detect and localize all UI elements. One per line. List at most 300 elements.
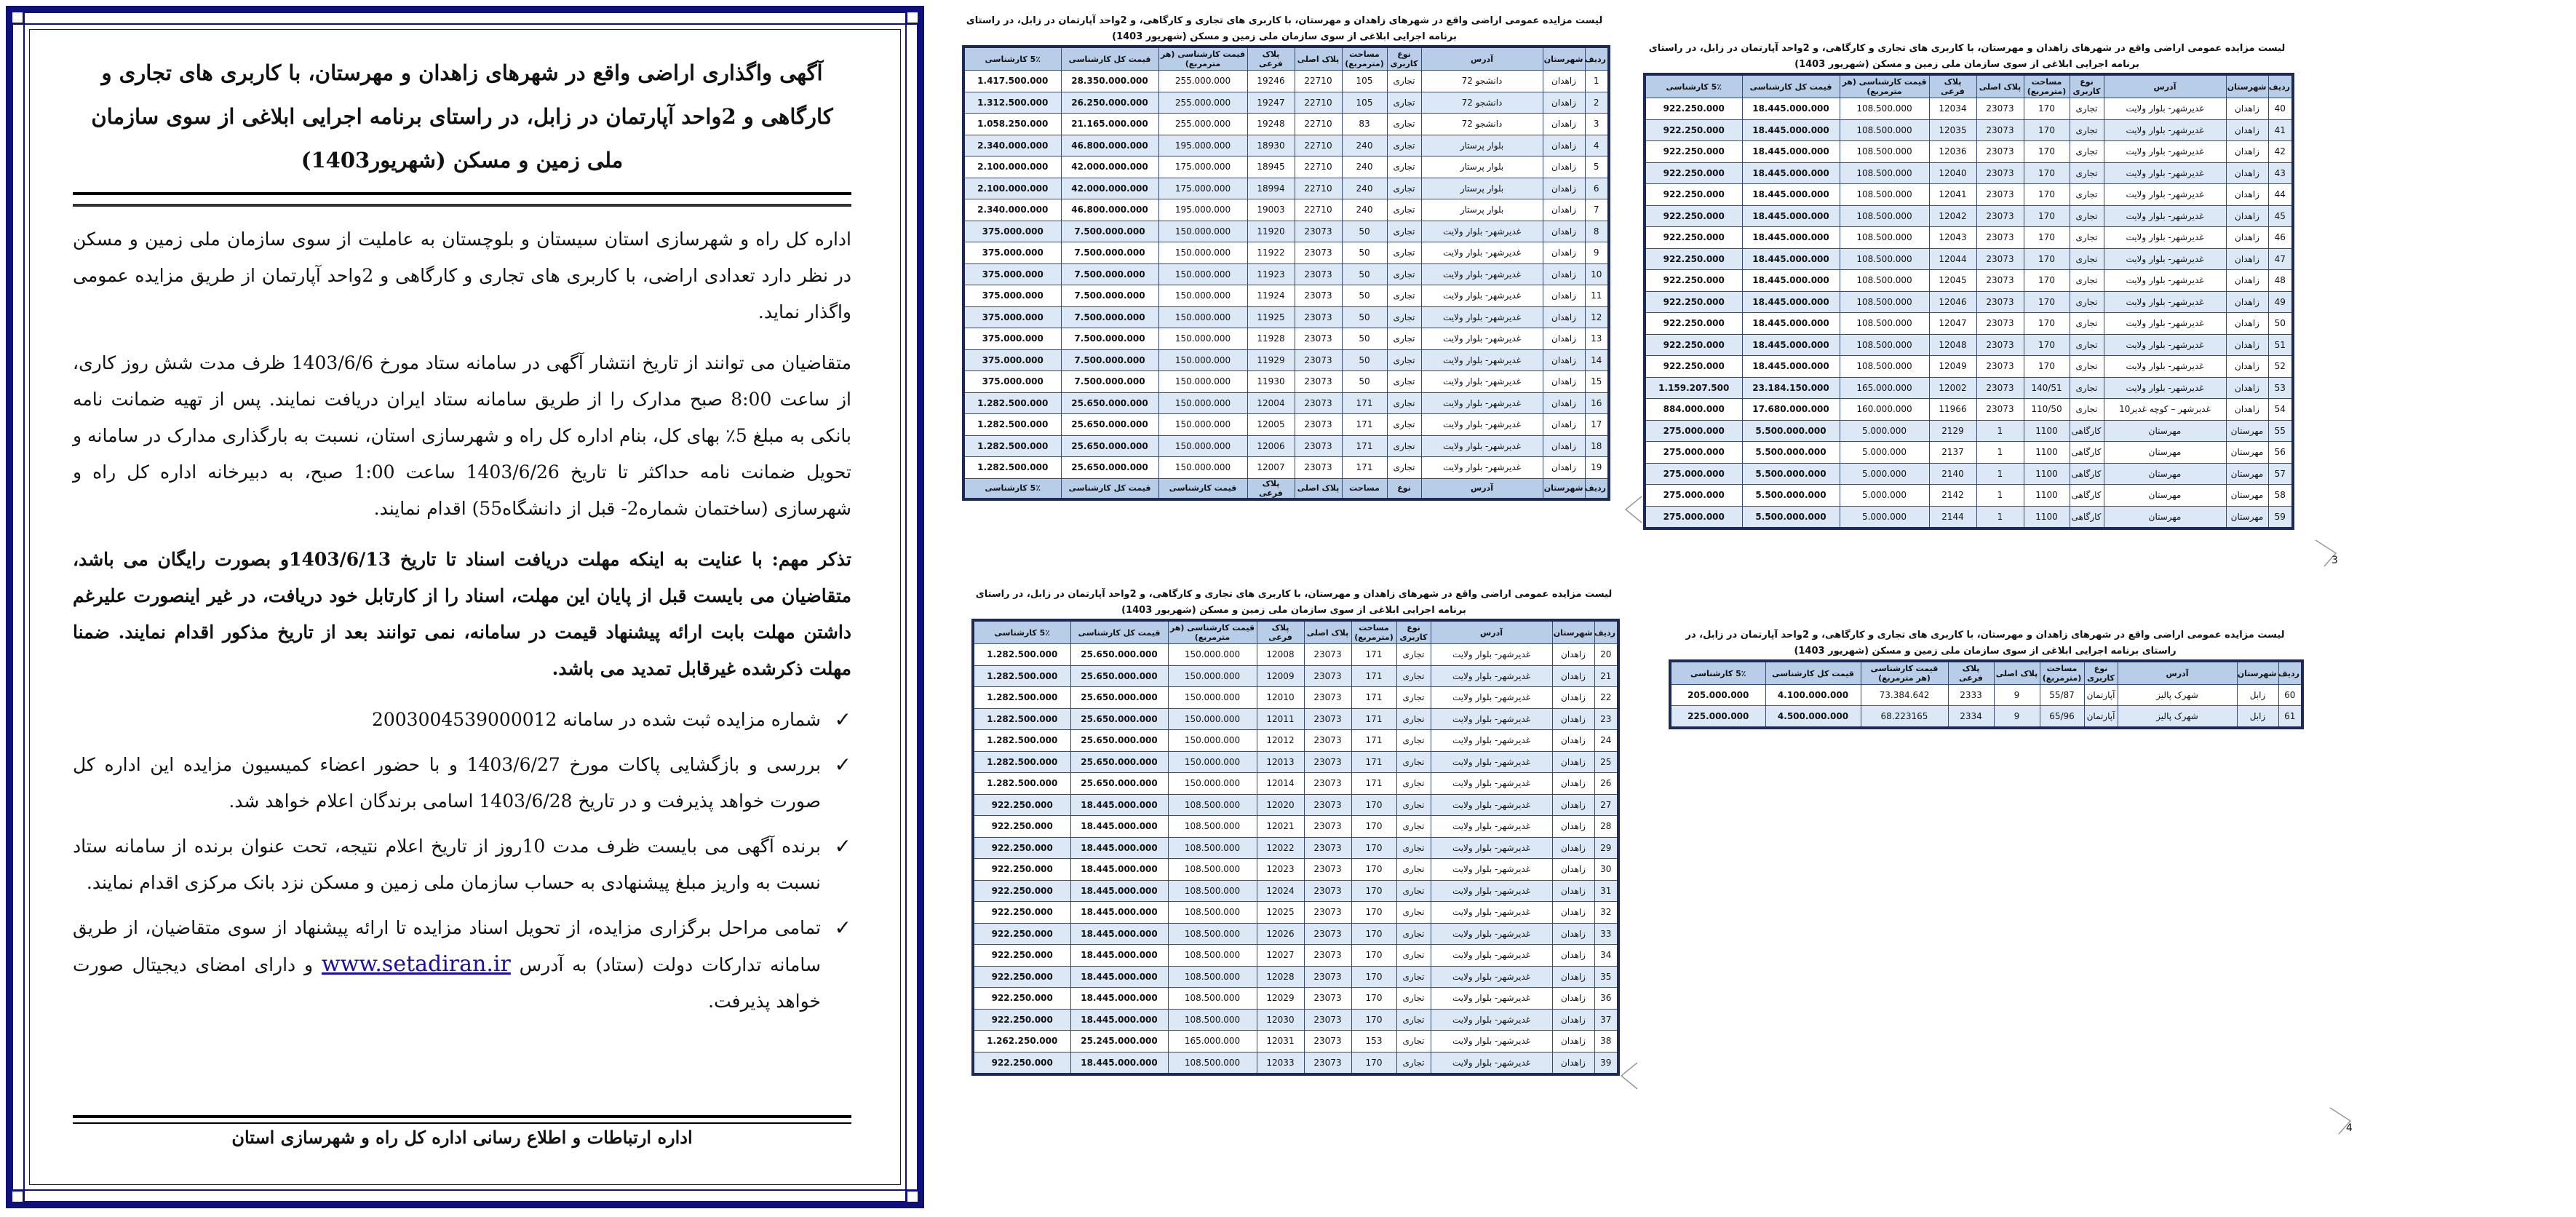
cell-city: زاهدان — [1552, 816, 1594, 838]
cell-city: زاهدان — [2226, 377, 2268, 399]
footer-header-sub-plot: پلاک فرعی — [1247, 478, 1295, 499]
cell-row-number: 61 — [2278, 706, 2302, 729]
cell-sub-plot: 19003 — [1247, 199, 1295, 221]
cell-address: بلوار پرستار — [1421, 156, 1543, 178]
cell-total-price: 18.445.000.000 — [1070, 859, 1168, 881]
cell-usage: تجاری — [1387, 349, 1421, 371]
cell-five-percent: 275.000.000 — [1645, 442, 1742, 464]
cell-row-number: 22 — [1594, 687, 1618, 709]
cell-area: 105 — [1342, 71, 1387, 92]
cell-unit-price: 108.500.000 — [1168, 988, 1257, 1010]
cell-address: دانشجو 72 — [1421, 114, 1543, 135]
cell-address: غدیرشهر- بلوار ولایت — [2104, 98, 2226, 120]
cell-five-percent: 922.250.000 — [973, 966, 1070, 988]
cell-unit-price: 108.500.000 — [1840, 248, 1929, 270]
cell-total-price: 7.500.000.000 — [1061, 371, 1158, 393]
cell-usage: تجاری — [1396, 966, 1431, 988]
cell-address: غدیرشهر- بلوار ولایت — [1421, 435, 1543, 457]
column-header-unit-price: قیمت کارشناسی (هر مترمربع) — [1840, 74, 1929, 98]
cell-total-price: 25.650.000.000 — [1070, 665, 1168, 687]
frame-corner — [10, 10, 25, 25]
cell-sub-plot: 12045 — [1929, 270, 1976, 292]
cell-total-price: 18.445.000.000 — [1070, 945, 1168, 967]
cell-city: زاهدان — [2226, 141, 2268, 163]
cell-total-price: 25.650.000.000 — [1070, 751, 1168, 773]
table-row — [973, 1031, 1618, 1053]
cell-total-price: 18.445.000.000 — [1742, 356, 1840, 378]
cell-city: مهرستان — [2226, 506, 2268, 528]
table-row — [1645, 334, 2293, 356]
cell-unit-price: 108.500.000 — [1168, 923, 1257, 945]
listing-table-block-1 — [962, 13, 1607, 501]
table-title: لیست مزایده عمومی اراضی واقع در شهرهای زاهدان و مهرستان، با کاربری های تجاری و کارگاهی، و 2واحد آپارتمان در زابل، در راستای برنامه اجرایی ابلاغی از سوی سازمان ملی زمین و مسکن (شهریور 1403) — [975, 589, 1613, 616]
cell-main-plot: 9 — [1994, 706, 2040, 729]
cell-city: زاهدان — [1543, 435, 1585, 457]
cell-main-plot: 23073 — [1304, 687, 1351, 709]
cell-row-number: 48 — [2268, 270, 2293, 292]
cell-sub-plot: 12020 — [1257, 794, 1304, 816]
cell-five-percent: 1.282.500.000 — [973, 751, 1070, 773]
cell-total-price: 25.650.000.000 — [1070, 687, 1168, 709]
cell-address: غدیرشهر- بلوار ولایت — [1421, 242, 1543, 264]
cell-address: غدیرشهر- بلوار ولایت — [2104, 141, 2226, 163]
cell-row-number: 31 — [1594, 880, 1618, 902]
cell-city: زاهدان — [2226, 119, 2268, 141]
cell-unit-price: 175.000.000 — [1158, 178, 1247, 199]
cell-city: زابل — [2237, 685, 2278, 706]
cell-five-percent: 1.282.500.000 — [963, 435, 1061, 457]
cell-main-plot: 22710 — [1295, 156, 1342, 178]
cell-unit-price: 195.000.000 — [1158, 135, 1247, 156]
cell-main-plot: 23073 — [1304, 816, 1351, 838]
cell-address: غدیرشهر- بلوار ولایت — [1431, 902, 1552, 924]
cell-unit-price: 150.000.000 — [1158, 242, 1247, 264]
cell-total-price: 18.445.000.000 — [1742, 162, 1840, 184]
listing-table-2 — [971, 619, 1620, 1076]
cell-address: بلوار پرستار — [1421, 199, 1543, 221]
cell-total-price: 5.500.000.000 — [1742, 485, 1840, 507]
column-header-sub-plot: پلاک فرعی — [1929, 74, 1976, 98]
cell-sub-plot: 12040 — [1929, 162, 1976, 184]
cell-address: بلوار پرستار — [1421, 135, 1543, 156]
cell-address: مهرستان — [2104, 463, 2226, 485]
cell-address: دانشجو 72 — [1421, 71, 1543, 92]
column-header-city: شهرستان — [1543, 47, 1585, 71]
cell-usage: تجاری — [1387, 242, 1421, 264]
setadiran-link[interactable]: www.setadiran.ir — [321, 951, 511, 977]
cell-area: 170 — [1351, 837, 1396, 859]
cell-city: زاهدان — [2226, 227, 2268, 249]
cell-five-percent: 922.250.000 — [973, 945, 1070, 967]
table-row — [1645, 356, 2293, 378]
cell-main-plot: 23073 — [1304, 902, 1351, 924]
cell-area: 170 — [1351, 945, 1396, 967]
cell-sub-plot: 12014 — [1257, 773, 1304, 795]
cell-address: غدیرشهر- بلوار ولایت — [1431, 1031, 1552, 1053]
cell-row-number: 26 — [1594, 773, 1618, 795]
cell-five-percent: 922.250.000 — [1645, 98, 1742, 120]
cell-area: 170 — [2024, 119, 2070, 141]
cell-total-price: 18.445.000.000 — [1742, 334, 1840, 356]
cell-address: غدیرشهر- بلوار ولایت — [1421, 457, 1543, 479]
table-header-row — [1670, 661, 2302, 685]
cell-main-plot: 23073 — [1304, 708, 1351, 730]
cell-unit-price: 108.500.000 — [1168, 794, 1257, 816]
cell-usage: تجاری — [2070, 119, 2104, 141]
cell-row-number: 56 — [2268, 442, 2293, 464]
cell-address: غدیرشهر- بلوار ولایت — [2104, 313, 2226, 335]
footer-header-city: شهرستان — [1543, 478, 1585, 499]
column-header-unit-price: قیمت کارشناسی (هر مترمربع) — [1158, 47, 1247, 71]
cell-five-percent: 922.250.000 — [973, 837, 1070, 859]
cell-five-percent: 1.282.500.000 — [963, 457, 1061, 479]
cell-city: زاهدان — [2226, 162, 2268, 184]
cell-city: زاهدان — [1552, 665, 1594, 687]
cell-sub-plot: 19247 — [1247, 92, 1295, 114]
cell-area: 153 — [1351, 1031, 1396, 1053]
cell-sub-plot: 12028 — [1257, 966, 1304, 988]
cell-main-plot: 23073 — [1295, 435, 1342, 457]
cell-main-plot: 22710 — [1295, 199, 1342, 221]
cell-row-number: 37 — [1594, 1009, 1618, 1031]
cell-five-percent: 922.250.000 — [1645, 184, 1742, 206]
cell-row-number: 15 — [1585, 371, 1609, 393]
cell-usage: تجاری — [1387, 135, 1421, 156]
cell-unit-price: 150.000.000 — [1158, 392, 1247, 414]
table-row — [1645, 420, 2293, 442]
footer-header-row-number: ردیف — [1585, 478, 1609, 499]
cell-row-number: 35 — [1594, 966, 1618, 988]
cell-total-price: 4.100.000.000 — [1765, 685, 1861, 706]
cell-area: 170 — [2024, 291, 2070, 313]
cell-area: 171 — [1342, 414, 1387, 436]
cell-total-price: 18.445.000.000 — [1070, 837, 1168, 859]
cell-usage: تجاری — [1396, 773, 1431, 795]
cell-city: مهرستان — [2226, 420, 2268, 442]
table-row — [963, 285, 1609, 307]
column-header-city: شهرستان — [1552, 620, 1594, 644]
table-row — [963, 71, 1609, 92]
cell-main-plot: 22710 — [1295, 71, 1342, 92]
cell-area: 171 — [1351, 773, 1396, 795]
cell-sub-plot: 12048 — [1929, 334, 1976, 356]
page-fold-mark — [1623, 495, 1645, 524]
table-row — [973, 1009, 1618, 1031]
cell-address: غدیرشهر- بلوار ولایت — [1431, 644, 1552, 666]
cell-row-number: 55 — [2268, 420, 2293, 442]
column-header-main-plot: پلاک اصلی — [1304, 620, 1351, 644]
cell-main-plot: 23073 — [1976, 291, 2024, 313]
listing-table-block-4 — [1669, 627, 2302, 729]
cell-unit-price: 108.500.000 — [1168, 945, 1257, 967]
cell-unit-price: 150.000.000 — [1158, 306, 1247, 328]
cell-five-percent: 922.250.000 — [973, 1009, 1070, 1031]
cell-city: زاهدان — [1552, 708, 1594, 730]
page-fold-icon — [2314, 539, 2343, 568]
column-header-usage: نوع کاربری — [2084, 661, 2118, 685]
notice-title: آگهی واگذاری اراضی واقع در شهرهای زاهدان و مهرستان، با کاربری های تجاری و کارگاهی و 2واحد آپارتمان در زابل، در راستای برنامه اجرایی ابلاغی از سوی سازمان ملی زمین و مسکن (شهریور1403) — [91, 60, 833, 173]
footer-rule — [73, 1115, 851, 1124]
table-row — [1645, 506, 2293, 528]
cell-usage: تجاری — [2070, 399, 2104, 421]
cell-unit-price: 160.000.000 — [1840, 399, 1929, 421]
notice-bullet: ✓ تمامی مراحل برگزاری مزایده، از تحویل اسناد مزایده تا ارائه پیشنهاد از سوی متقاضیان، از طریق سامانه تدارکات دولت (ستاد) به آدرس www.setadiran.ir و دارای امضای دیجیتال صورت خواهد پذیرفت. — [73, 910, 851, 1020]
cell-five-percent: 2.100.000.000 — [963, 178, 1061, 199]
cell-city: زاهدان — [2226, 356, 2268, 378]
cell-row-number: 23 — [1594, 708, 1618, 730]
cell-address: مهرستان — [2104, 485, 2226, 507]
cell-address: شهرک پالیز — [2118, 706, 2237, 729]
cell-unit-price: 150.000.000 — [1158, 285, 1247, 307]
cell-unit-price: 5.000.000 — [1840, 463, 1929, 485]
cell-city: زابل — [2237, 706, 2278, 729]
cell-five-percent: 922.250.000 — [1645, 248, 1742, 270]
cell-city: زاهدان — [1543, 71, 1585, 92]
cell-area: 170 — [1351, 988, 1396, 1010]
cell-unit-price: 150.000.000 — [1168, 665, 1257, 687]
cell-usage: تجاری — [1387, 285, 1421, 307]
cell-row-number: 46 — [2268, 227, 2293, 249]
cell-five-percent: 922.250.000 — [973, 923, 1070, 945]
cell-address: غدیرشهر- بلوار ولایت — [1431, 837, 1552, 859]
cell-main-plot: 23073 — [1295, 349, 1342, 371]
cell-total-price: 42.000.000.000 — [1061, 178, 1158, 199]
cell-unit-price: 5.000.000 — [1840, 506, 1929, 528]
page-fold-icon — [2329, 1106, 2358, 1135]
cell-address: غدیرشهر – کوچه غدیر10 — [2104, 399, 2226, 421]
cell-main-plot: 23073 — [1295, 263, 1342, 285]
cell-address: غدیرشهر- بلوار ولایت — [1421, 221, 1543, 242]
cell-five-percent: 275.000.000 — [1645, 506, 1742, 528]
cell-row-number: 5 — [1585, 156, 1609, 178]
cell-area: 170 — [2024, 205, 2070, 227]
cell-total-price: 25.650.000.000 — [1070, 708, 1168, 730]
cell-sub-plot: 2129 — [1929, 420, 1976, 442]
table-row — [973, 816, 1618, 838]
cell-address: غدیرشهر- بلوار ولایت — [1421, 328, 1543, 350]
cell-area: 171 — [1351, 751, 1396, 773]
cell-sub-plot: 18994 — [1247, 178, 1295, 199]
table-row — [1645, 485, 2293, 507]
table-row — [1645, 205, 2293, 227]
cell-five-percent: 1.282.500.000 — [973, 773, 1070, 795]
cell-unit-price: 150.000.000 — [1168, 730, 1257, 752]
cell-usage: تجاری — [1387, 178, 1421, 199]
cell-usage: تجاری — [2070, 205, 2104, 227]
cell-address: مهرستان — [2104, 506, 2226, 528]
cell-total-price: 18.445.000.000 — [1742, 313, 1840, 335]
cell-row-number: 50 — [2268, 313, 2293, 335]
cell-main-plot: 22710 — [1295, 92, 1342, 114]
cell-main-plot: 1 — [1976, 485, 2024, 507]
table-row — [963, 242, 1609, 264]
cell-city: زاهدان — [1552, 923, 1594, 945]
cell-five-percent: 922.250.000 — [1645, 141, 1742, 163]
cell-main-plot: 23073 — [1304, 923, 1351, 945]
cell-unit-price: 108.500.000 — [1840, 98, 1929, 120]
column-header-city: شهرستان — [2226, 74, 2268, 98]
cell-total-price: 46.800.000.000 — [1061, 199, 1158, 221]
cell-sub-plot: 12030 — [1257, 1009, 1304, 1031]
table-row — [1645, 248, 2293, 270]
cell-address: غدیرشهر- بلوار ولایت — [1431, 923, 1552, 945]
cell-five-percent: 922.250.000 — [973, 794, 1070, 816]
cell-area: 170 — [1351, 923, 1396, 945]
cell-address: غدیرشهر- بلوار ولایت — [2104, 205, 2226, 227]
cell-area: 170 — [2024, 356, 2070, 378]
cell-total-price: 25.650.000.000 — [1070, 644, 1168, 666]
cell-main-plot: 23073 — [1304, 773, 1351, 795]
cell-unit-price: 150.000.000 — [1168, 751, 1257, 773]
table-row — [973, 794, 1618, 816]
cell-total-price: 7.500.000.000 — [1061, 328, 1158, 350]
cell-unit-price: 150.000.000 — [1158, 328, 1247, 350]
cell-city: زاهدان — [1552, 644, 1594, 666]
cell-area: 170 — [1351, 1052, 1396, 1074]
cell-address: غدیرشهر- بلوار ولایت — [1421, 263, 1543, 285]
cell-area: 240 — [1342, 156, 1387, 178]
cell-sub-plot: 12042 — [1929, 205, 1976, 227]
cell-unit-price: 108.500.000 — [1168, 880, 1257, 902]
cell-address: غدیرشهر- بلوار ولایت — [2104, 291, 2226, 313]
table-row — [963, 435, 1609, 457]
cell-address: غدیرشهر- بلوار ولایت — [2104, 162, 2226, 184]
cell-city: زاهدان — [1552, 751, 1594, 773]
cell-total-price: 42.000.000.000 — [1061, 156, 1158, 178]
footer-header-area: مساحت — [1342, 478, 1387, 499]
table-row — [1645, 270, 2293, 292]
cell-main-plot: 23073 — [1304, 751, 1351, 773]
cell-unit-price: 108.500.000 — [1840, 270, 1929, 292]
cell-area: 140/51 — [2024, 377, 2070, 399]
table-title: لیست مزایده عمومی اراضی واقع در شهرهای زاهدان و مهرستان، با کاربری های تجاری و کارگاهی، و 2واحد آپارتمان در زابل، در راستای برنامه اجرایی ابلاغی از سوی سازمان ملی زمین و مسکن (شهریور 1403) — [966, 15, 1603, 42]
table-row — [1645, 291, 2293, 313]
column-header-total-price: قیمت کل کارشناسی — [1061, 47, 1158, 71]
table-row — [963, 156, 1609, 178]
cell-sub-plot: 12036 — [1929, 141, 1976, 163]
table-row — [973, 1052, 1618, 1074]
cell-row-number: 2 — [1585, 92, 1609, 114]
cell-main-plot: 23073 — [1304, 880, 1351, 902]
cell-unit-price: 5.000.000 — [1840, 420, 1929, 442]
cell-five-percent: 375.000.000 — [963, 242, 1061, 264]
cell-unit-price: 108.500.000 — [1168, 1009, 1257, 1031]
cell-sub-plot: 12033 — [1257, 1052, 1304, 1074]
table-row — [1645, 184, 2293, 206]
column-header-area: مساحت (مترمربع) — [1351, 620, 1396, 644]
table-row — [973, 945, 1618, 967]
cell-address: غدیرشهر- بلوار ولایت — [1431, 687, 1552, 709]
cell-unit-price: 255.000.000 — [1158, 71, 1247, 92]
footer-header-total-price: قیمت کل کارشناسی — [1061, 478, 1158, 499]
cell-usage: تجاری — [2070, 227, 2104, 249]
cell-total-price: 18.445.000.000 — [1742, 184, 1840, 206]
cell-area: 170 — [1351, 859, 1396, 881]
cell-row-number: 27 — [1594, 794, 1618, 816]
cell-total-price: 18.445.000.000 — [1070, 1052, 1168, 1074]
cell-unit-price: 73.384.642 — [1861, 685, 1948, 706]
cell-five-percent: 1.417.500.000 — [963, 71, 1061, 92]
cell-address: بلوار پرستار — [1421, 178, 1543, 199]
column-header-usage: نوع کاربری — [1396, 620, 1431, 644]
cell-total-price: 18.445.000.000 — [1742, 291, 1840, 313]
cell-area: 50 — [1342, 328, 1387, 350]
cell-sub-plot: 12006 — [1247, 435, 1295, 457]
column-header-five-percent: 5٪ کارشناسی — [1670, 661, 1765, 685]
cell-sub-plot: 12025 — [1257, 902, 1304, 924]
cell-address: غدیرشهر- بلوار ولایت — [1431, 966, 1552, 988]
cell-total-price: 7.500.000.000 — [1061, 242, 1158, 264]
cell-area: 171 — [1351, 708, 1396, 730]
cell-usage: تجاری — [1387, 435, 1421, 457]
table-row — [973, 988, 1618, 1010]
table-row — [963, 371, 1609, 393]
cell-unit-price: 150.000.000 — [1158, 371, 1247, 393]
cell-sub-plot: 12002 — [1929, 377, 1976, 399]
cell-main-plot: 1 — [1976, 506, 2024, 528]
cell-usage: تجاری — [2070, 291, 2104, 313]
cell-usage: کارگاهی — [2070, 506, 2104, 528]
cell-five-percent: 2.340.000.000 — [963, 135, 1061, 156]
checkmark-icon: ✓ — [834, 753, 851, 777]
cell-unit-price: 255.000.000 — [1158, 114, 1247, 135]
cell-area: 1100 — [2024, 442, 2070, 464]
cell-total-price: 25.245.000.000 — [1070, 1031, 1168, 1053]
notice-intro-paragraph: اداره کل راه و شهرسازی استان سیستان و بلوچستان به عاملیت از سوی سازمان ملی زمین و مسکن در نظر دارد تعدادی اراضی، با کاربری های تجاری و کارگاهی و 2واحد آپارتمان از طریق مزایده عمومی واگذار نماید. — [73, 229, 851, 322]
cell-sub-plot: 12023 — [1257, 859, 1304, 881]
cell-sub-plot: 12029 — [1257, 988, 1304, 1010]
cell-sub-plot: 2137 — [1929, 442, 1976, 464]
table-row — [973, 730, 1618, 752]
cell-area: 170 — [2024, 184, 2070, 206]
cell-usage: تجاری — [1387, 114, 1421, 135]
cell-usage: کارگاهی — [2070, 463, 2104, 485]
column-header-address: آدرس — [1421, 47, 1543, 71]
cell-five-percent: 922.250.000 — [1645, 291, 1742, 313]
cell-address: غدیرشهر- بلوار ولایت — [1431, 1052, 1552, 1074]
cell-main-plot: 23073 — [1295, 242, 1342, 264]
cell-city: زاهدان — [1552, 966, 1594, 988]
cell-city: زاهدان — [2226, 248, 2268, 270]
cell-row-number: 51 — [2268, 334, 2293, 356]
table-row — [963, 92, 1609, 114]
cell-unit-price: 150.000.000 — [1168, 708, 1257, 730]
cell-unit-price: 108.500.000 — [1168, 816, 1257, 838]
notice-footer: اداره ارتباطات و اطلاع رسانی اداره کل راه و شهرسازی استان — [231, 1127, 693, 1148]
cell-city: زاهدان — [1543, 114, 1585, 135]
cell-usage: کارگاهی — [2070, 420, 2104, 442]
cell-usage: آپارتمان — [2084, 685, 2118, 706]
cell-usage: تجاری — [1396, 794, 1431, 816]
cell-usage: تجاری — [1396, 665, 1431, 687]
cell-city: زاهدان — [1552, 687, 1594, 709]
cell-five-percent: 275.000.000 — [1645, 420, 1742, 442]
cell-unit-price: 68.223165 — [1861, 706, 1948, 729]
cell-unit-price: 150.000.000 — [1158, 435, 1247, 457]
cell-unit-price: 108.500.000 — [1840, 141, 1929, 163]
table-row — [973, 687, 1618, 709]
cell-unit-price: 108.500.000 — [1840, 227, 1929, 249]
cell-area: 83 — [1342, 114, 1387, 135]
cell-unit-price: 165.000.000 — [1840, 377, 1929, 399]
cell-five-percent: 1.058.250.000 — [963, 114, 1061, 135]
cell-sub-plot: 11922 — [1247, 242, 1295, 264]
cell-five-percent: 1.282.500.000 — [973, 687, 1070, 709]
cell-area: 240 — [1342, 199, 1387, 221]
cell-unit-price: 108.500.000 — [1840, 205, 1929, 227]
cell-area: 1100 — [2024, 506, 2070, 528]
cell-row-number: 54 — [2268, 399, 2293, 421]
